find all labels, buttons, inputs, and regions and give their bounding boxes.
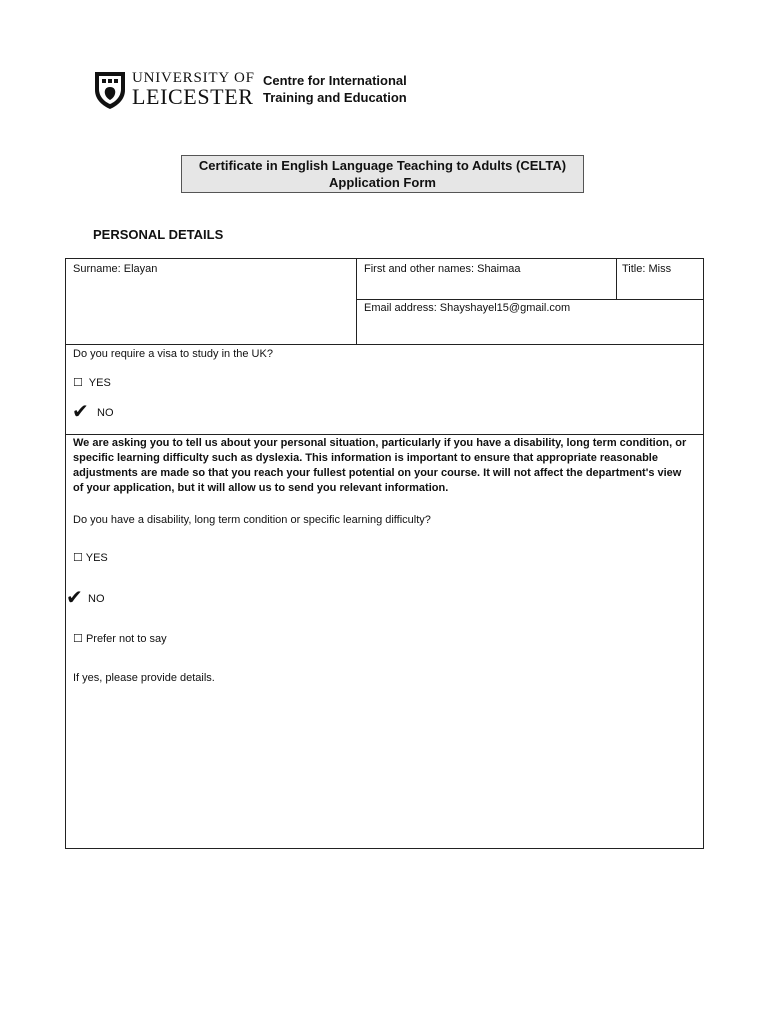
disability-yes-label: YES: [85, 552, 108, 564]
visa-question: Do you require a visa to study in the UK?: [73, 348, 273, 360]
university-wordmark: [132, 70, 255, 108]
visa-no-label: NO: [97, 407, 114, 419]
disability-prefer-option[interactable]: [73, 632, 167, 646]
disability-yes-option[interactable]: [73, 551, 108, 565]
disability-intro-text: We are asking you to tell us about your personal situation, particularly if you have a disability, long term condition, or specific learning difficulty such as dyslexia. This information is important to ensure that appropriate reasonable adjustments are made so that you reach your fullest potential on your course. It will not affect the department's view of your application, but it will allow us to send you relevant information.: [73, 437, 687, 494]
centre-name-line1: Centre for International: [263, 73, 407, 88]
title-field[interactable]: Title: Miss: [622, 263, 672, 275]
details-prompt: If yes, please provide details.: [73, 672, 215, 684]
university-name-line1: UNIVERSITY OF: [132, 70, 255, 86]
details-text-area[interactable]: [73, 689, 693, 839]
personal-details-table: [65, 258, 704, 849]
form-title-line2: Application Form: [329, 175, 436, 190]
divider-horizontal-email: [356, 299, 704, 300]
form-title-box: [181, 155, 584, 193]
centre-name-line2: Training and Education: [263, 90, 407, 105]
disability-yes-checkbox[interactable]: ☐: [73, 551, 83, 564]
university-crest-logo: [93, 70, 127, 110]
surname-field[interactable]: Surname: Elayan: [73, 263, 158, 275]
visa-yes-option[interactable]: [73, 376, 111, 390]
disability-prefer-checkbox[interactable]: ☐: [73, 632, 83, 645]
disability-question: Do you have a disability, long term condition or specific learning difficulty?: [73, 514, 431, 526]
form-title-line1: Certificate in English Language Teaching to Adults (CELTA): [198, 158, 567, 173]
divider-vertical-surname: [356, 259, 357, 344]
divider-horizontal-visa: [66, 344, 704, 345]
email-field[interactable]: Email address: Shayshayel15@gmail.com: [364, 302, 571, 314]
disability-no-checkmark-icon[interactable]: ✔: [66, 585, 83, 609]
disability-prefer-label: Prefer not to say: [85, 633, 167, 645]
first-names-field[interactable]: First and other names: Shaimaa: [364, 263, 521, 275]
centre-name: [263, 72, 407, 106]
university-name-line2: LEICESTER: [132, 84, 254, 109]
divider-horizontal-disability: [66, 434, 704, 435]
visa-yes-label: YES: [88, 377, 111, 389]
visa-no-checkmark-icon[interactable]: ✔: [72, 399, 89, 423]
disability-no-label: NO: [88, 593, 105, 605]
visa-yes-checkbox[interactable]: ☐: [73, 376, 83, 389]
section-heading: PERSONAL DETAILS: [93, 227, 224, 242]
divider-vertical-title: [616, 259, 617, 299]
